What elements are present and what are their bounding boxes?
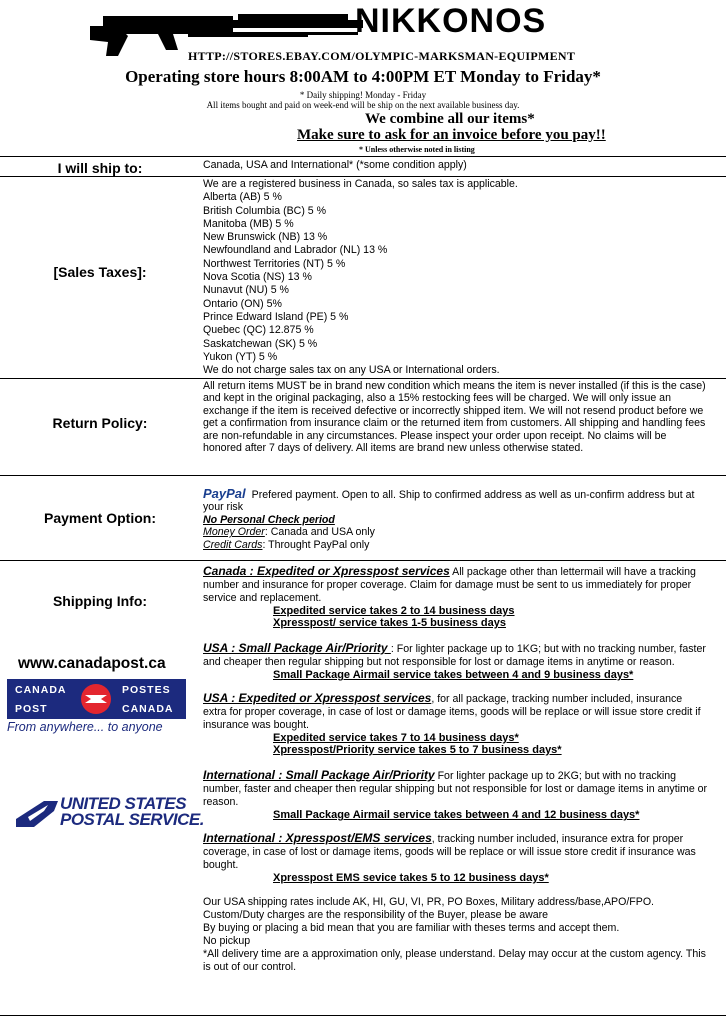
canada-post-tagline: From anywhere... to anyone	[7, 720, 163, 734]
shipping-section	[203, 564, 708, 629]
section-text: , tracking number included, insurance extra for proper coverage, in case of lost or damage items, goods will be replace or will issue store credit if insurance was bought.	[203, 833, 696, 871]
footer-line: By buying or placing a bid mean that you are familiar with theses terms and accept them.	[203, 922, 620, 934]
tax-line: Quebec (QC) 12.875 %	[203, 324, 314, 337]
return-policy-paragraph: All return items MUST be in brand new condition which means the item is never installed (if this is the case) and kept in the original packaging, also a 15% restocking fees will be charged. We will only issue an exchange if the item is received defective or incorrectly shipped item. We will not resend product before we get a confirmation from insurance claim or the returned item from customers. All shipping and handling fees are non-refundable in any circumstances. Please inspect your order upon receipt. No claims will be honored after 7 days of delivery. All items are brand new unless otherwise stated.	[203, 380, 706, 455]
usps-logo-line-1: UNITED STATES	[60, 794, 187, 813]
canada-post-url[interactable]: www.canadapost.ca	[18, 655, 166, 672]
cp-logo-post: POST	[15, 703, 48, 715]
cp-logo-postes: POSTES	[122, 684, 171, 696]
divider	[0, 1015, 726, 1016]
tax-line: Yukon (YT) 5 %	[203, 350, 278, 363]
tax-line: Alberta (AB) 5 %	[203, 191, 282, 204]
no-check-note: No Personal Check period	[203, 513, 335, 526]
service-note: Small Package Airmail service takes between 4 and 12 business days*	[273, 809, 640, 821]
footer-line: Our USA shipping rates include AK, HI, GU, VI, PR, PO Boxes, Military address/base,APO/FPO.	[203, 896, 654, 908]
tax-line: We do not charge sales tax on any USA or International orders.	[203, 364, 500, 377]
section-text: All package other than lettermail will have a tracking number and insurance for proper coverage. Claim for damage must be sent to us immediately for proper service and replacement.	[203, 566, 696, 604]
service-note: Xpresspost/ service takes 1-5 business days	[273, 617, 506, 629]
shipping-section	[203, 641, 708, 681]
section-heading: USA : Small Package Air/Priority	[203, 641, 391, 655]
paypal-logo: PayPal	[203, 486, 246, 501]
daily-shipping-note: * Daily shipping! Monday - Friday	[299, 90, 427, 100]
combine-note: We combine all our items*	[365, 111, 535, 127]
section-text: , for all package, tracking number included, insurance extra for proper coverage, in case of lost or damage items, goods will be replace or will issue store credit if insurance was bought.	[203, 693, 701, 731]
sales-taxes-label: [Sales Taxes]:	[53, 264, 147, 280]
unless-note: * Unless otherwise noted in listing	[359, 145, 475, 154]
usps-logo	[60, 796, 204, 828]
invoice-note: Make sure to ask for an invoice before you pay!!	[297, 127, 606, 143]
payment-text	[203, 486, 708, 551]
footer-line: Custom/Duty charges are the responsibility of the Buyer, please be aware	[203, 909, 549, 921]
divider	[0, 378, 726, 379]
section-heading: International : Xpresspost/EMS services	[203, 831, 432, 845]
canada-post-logo	[7, 679, 186, 719]
divider	[0, 156, 726, 157]
tax-line: Saskatchewan (SK) 5 %	[203, 337, 318, 350]
credit-cards-label: Credit Cards	[203, 538, 263, 551]
weekend-note: All items bought and paid on week-end will be ship on the next available business day.	[206, 100, 520, 110]
divider	[0, 560, 726, 561]
service-note: Expedited service takes 7 to 14 business days*	[273, 732, 519, 744]
shipping-section	[203, 768, 708, 821]
tax-line: New Brunswick (NB) 13 %	[203, 231, 328, 244]
tax-line: Manitoba (MB) 5 %	[203, 217, 294, 230]
shipping-section	[203, 691, 708, 756]
canada-post-emblem-icon	[79, 683, 113, 715]
section-heading: USA : Expedited or Xpresspost services	[203, 691, 432, 705]
divider	[0, 176, 726, 177]
usps-eagle-icon	[14, 797, 58, 829]
sales-taxes-list	[203, 178, 723, 377]
tax-line: Nunavut (NU) 5 %	[203, 284, 289, 297]
return-policy-text	[203, 380, 708, 454]
shipping-sections	[203, 564, 708, 974]
cp-logo-canada-2: CANADA	[122, 703, 174, 715]
section-text: : For lighter package up to 1KG; but with no tracking number, faster and cheaper then regular shipping but not responsible for lost or damage items in anytime or reason.	[203, 643, 706, 668]
service-note: Xpresspost/Priority service takes 5 to 7 business days*	[273, 744, 562, 756]
shipping-footer	[203, 896, 708, 974]
cp-logo-canada: CANADA	[15, 684, 67, 696]
service-note: Xpresspost EMS sevice takes 5 to 12 business days*	[273, 872, 549, 884]
footer-line: *All delivery time are a approximation only, please understand. Delay may occur at the custom agency. This is out of our control.	[203, 948, 706, 973]
money-order-text: : Canada and USA only	[264, 526, 375, 539]
tax-line: Northwest Territories (NT) 5 %	[203, 257, 346, 270]
shipping-section	[203, 831, 708, 884]
section-text: For lighter package up to 2KG; but with no tracking number, faster and cheaper then regular shipping but not responsible for lost or damage items in anytime or reason.	[203, 770, 708, 808]
money-order-label: Money Order	[203, 526, 265, 539]
ship-to-label: I will ship to:	[57, 160, 143, 176]
ship-to-text: Canada, USA and International* (*some condition apply)	[203, 159, 467, 171]
store-hours: Operating store hours 8:00AM to 4:00PM ET Monday to Friday*	[125, 67, 601, 86]
tax-line: Ontario (ON) 5%	[203, 297, 282, 310]
return-policy-label: Return Policy:	[52, 415, 148, 431]
shipping-info-label: Shipping Info:	[52, 593, 148, 609]
section-heading: Canada : Expedited or Xpresspost services	[203, 564, 450, 578]
divider	[0, 475, 726, 476]
credit-cards-text: : Throught PayPal only	[262, 538, 370, 551]
payment-label: Payment Option:	[43, 510, 156, 526]
tax-line: We are a registered business in Canada, so sales tax is applicable.	[203, 178, 518, 190]
paypal-description: Prefered payment. Open to all. Ship to confirmed address as well as un-confirm address but at your risk	[203, 489, 695, 514]
tax-line: British Columbia (BC) 5 %	[203, 204, 327, 217]
brand-title: NIKKONOS	[355, 2, 547, 40]
tax-line: Nova Scotia (NS) 13 %	[203, 271, 312, 284]
store-url-link[interactable]: HTTP://STORES.EBAY.COM/OLYMPIC-MARKSMAN-EQUIPMENT	[188, 49, 576, 63]
service-note: Expedited service takes 2 to 14 business days	[273, 605, 515, 617]
usps-logo-line-2: POSTAL SERVICE.	[60, 810, 204, 829]
service-note: Small Package Airmail service takes between 4 and 9 business days*	[273, 669, 634, 681]
tax-line: Newfoundland and Labrador (NL) 13 %	[203, 244, 388, 257]
section-heading: International : Small Package Air/Priority	[203, 768, 435, 782]
footer-line: No pickup	[203, 935, 251, 947]
tax-line: Prince Edward Island (PE) 5 %	[203, 310, 349, 323]
